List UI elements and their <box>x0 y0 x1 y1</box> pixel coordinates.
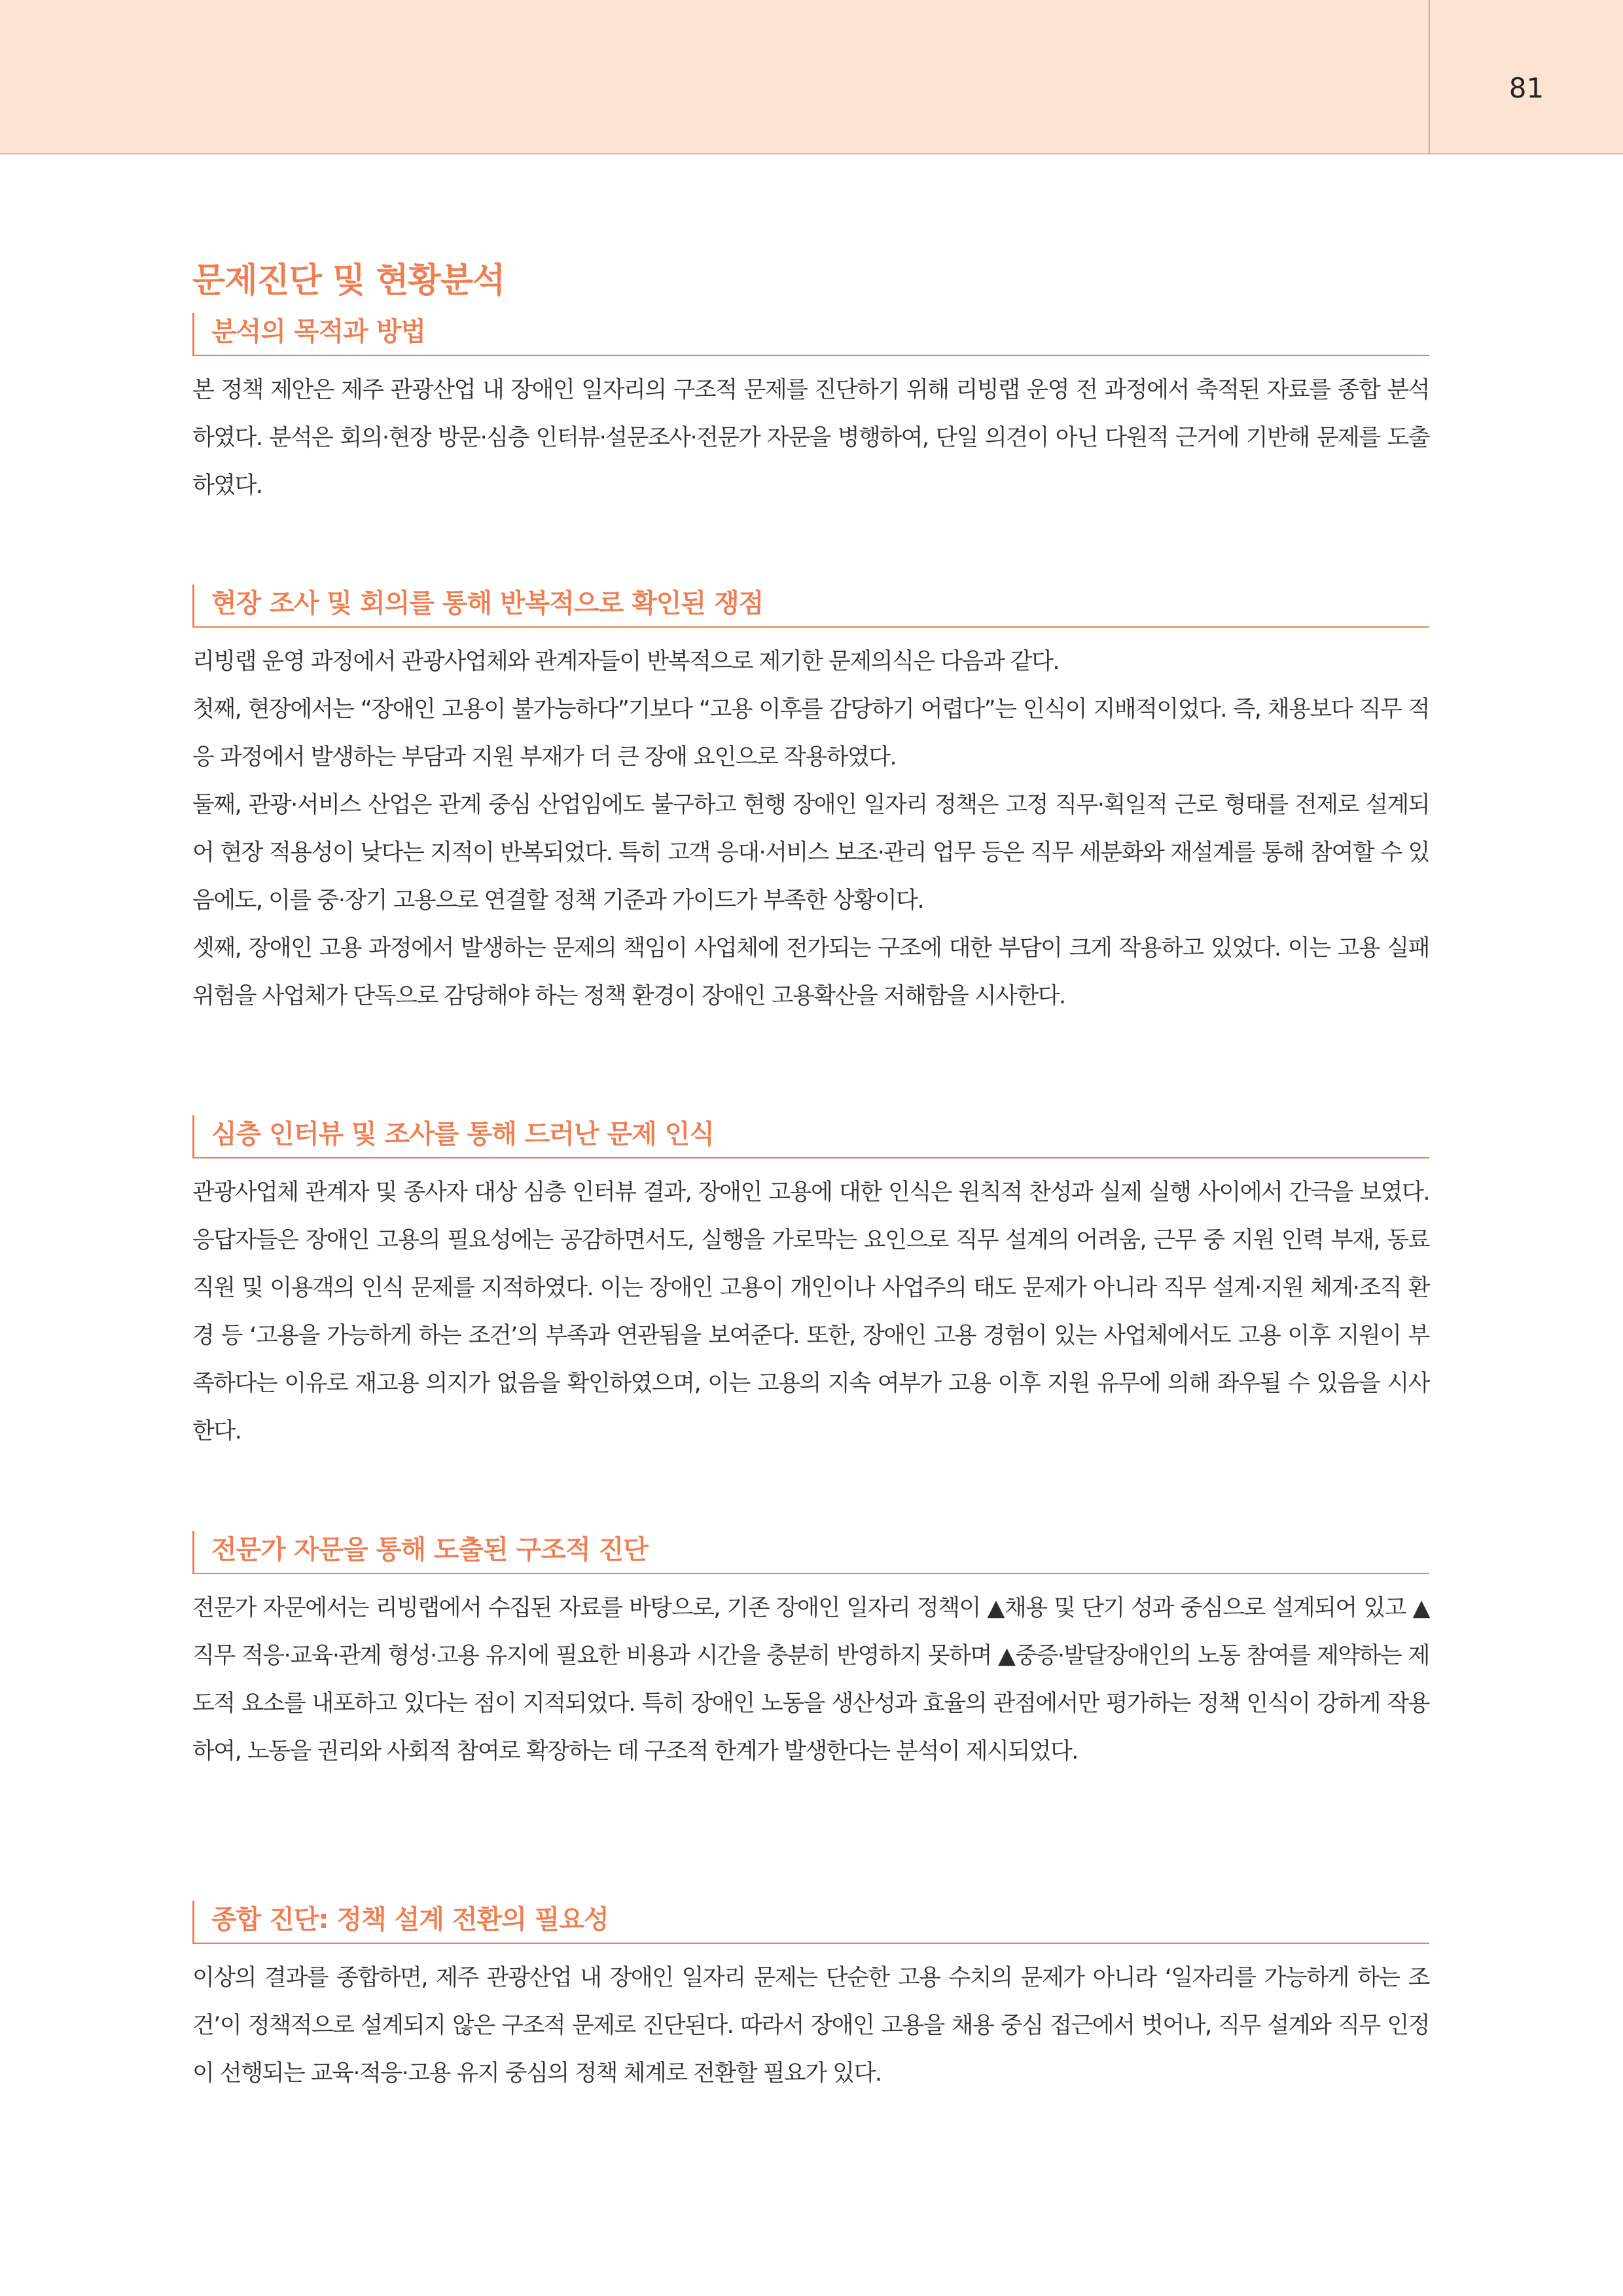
section-heading-text: 현장 조사 및 회의를 통해 반복적으로 확인된 쟁점 <box>211 588 764 619</box>
section-heading-text: 심층 인터뷰 및 조사를 통해 드러난 문제 인식 <box>211 1119 714 1149</box>
section-comprehensive-diagnosis <box>192 1901 1429 2098</box>
section-body <box>192 1585 1429 1776</box>
paragraph: 첫째, 현장에서는 “장애인 고용이 불가능하다”기보다 “고용 이후를 감당하기 어렵다”는 인식이 지배적이었다. 즉, 채용보다 직무 적응 과정에서 발생하는 부담과 지원 부재가 더 큰 장애 요인으로 작용하였다. <box>192 696 1429 770</box>
section-expert-diagnosis <box>192 1531 1429 1776</box>
section-body <box>192 638 1429 1020</box>
section-heading <box>192 1531 1429 1574</box>
section-body <box>192 1169 1429 1456</box>
section-heading <box>192 1901 1429 1944</box>
section-heading-text: 전문가 자문을 통해 도출된 구조적 진단 <box>211 1535 648 1565</box>
section-heading <box>192 584 1429 628</box>
section-heading-text: 분석의 목적과 방법 <box>211 317 425 347</box>
section-heading-text: 종합 진단: 정책 설계 전환의 필요성 <box>211 1905 609 1935</box>
section-heading <box>192 1115 1429 1158</box>
page-number: 81 <box>1508 72 1544 104</box>
paragraph: 리빙랩 운영 과정에서 관광사업체와 관계자들이 반복적으로 제기한 문제의식은 다음과 같다. <box>192 649 1060 675</box>
paragraph: 셋째, 장애인 고용 과정에서 발생하는 문제의 책임이 사업체에 전가되는 구조에 대한 부담이 크게 작용하고 있었다. 이는 고용 실패 위험을 사업체가 단독으로 감당해야 하는 정책 환경이 장애인 고용확산을 저해함을 시사한다. <box>192 935 1429 1009</box>
section-body <box>192 367 1429 510</box>
paragraph: 전문가 자문에서는 리빙랩에서 수집된 자료를 바탕으로, 기존 장애인 일자리 정책이 ▲채용 및 단기 성과 중심으로 설계되어 있고 ▲직무 적응·교육·관계 형성·고용 유지에 필요한 비용과 시간을 충분히 반영하지 못하며 ▲중증·발달장애인의 노동 참여를 제약하는 제도적 요소를 내포하고 있다는 점이 지적되었다. 특히 장애인 노동을 생산성과 효율의 관점에서만 평가하는 정책 인식이 강하게 작용하여, 노동을 권리와 사회적 참여로 확장하는 데 구조적 한계가 발생한다는 분석이 제시되었다. <box>192 1595 1430 1765</box>
section-analysis-purpose <box>192 313 1429 510</box>
section-field-survey-issues <box>192 584 1429 1020</box>
paragraph: 이상의 결과를 종합하면, 제주 관광산업 내 장애인 일자리 문제는 단순한 고용 수치의 문제가 아니라 ‘일자리를 가능하게 하는 조건’이 정책적으로 설계되지 않은 구조적 문제로 진단된다. 따라서 장애인 고용을 채용 중심 접근에서 벗어나, 직무 설계와 직무 인정이 선행되는 교육·적응·고용 유지 중심의 정책 체계로 전환할 필요가 있다. <box>192 1965 1429 2087</box>
section-interview-findings <box>192 1115 1429 1456</box>
paragraph: 본 정책 제안은 제주 관광산업 내 장애인 일자리의 구조적 문제를 진단하기 위해 리빙랩 운영 전 과정에서 축적된 자료를 종합 분석하였다. 분석은 회의·현장 방문·심층 인터뷰·설문조사·전문가 자문을 병행하여, 단일 의견이 아닌 다원적 근거에 기반해 문제를 도출하였다. <box>192 377 1429 499</box>
page-title: 문제진단 및 현황분석 <box>192 261 505 300</box>
paragraph: 둘째, 관광·서비스 산업은 관계 중심 산업임에도 불구하고 현행 장애인 일자리 정책은 고정 직무·획일적 근로 형태를 전제로 설계되어 현장 적용성이 낮다는 지적이 반복되었다. 특히 고객 응대·서비스 보조·관리 업무 등은 직무 세분화와 재설계를 통해 참여할 수 있음에도, 이를 중·장기 고용으로 연결할 정책 기준과 가이드가 부족한 상황이다. <box>192 792 1429 914</box>
section-heading <box>192 313 1429 356</box>
paragraph: 관광사업체 관계자 및 종사자 대상 심층 인터뷰 결과, 장애인 고용에 대한 인식은 원칙적 찬성과 실제 실행 사이에서 간극을 보였다. 응답자들은 장애인 고용의 필요성에는 공감하면서도, 실행을 가로막는 요인으로 직무 설계의 어려움, 근무 중 지원 인력 부재, 동료 직원 및 이용객의 인식 문제를 지적하였다. 이는 장애인 고용이 개인이나 사업주의 태도 문제가 아니라 직무 설계·지원 체계·조직 환경 등 ‘고용을 가능하게 하는 조건’의 부족과 연관됨을 보여준다. 또한, 장애인 고용 경험이 있는 사업체에서도 고용 이후 지원이 부족하다는 이유로 재고용 의지가 없음을 확인하였으며, 이는 고용의 지속 여부가 고용 이후 지원 유무에 의해 좌우될 수 있음을 시사한다. <box>192 1179 1429 1444</box>
section-body <box>192 1954 1429 2098</box>
header-band <box>0 0 1623 154</box>
